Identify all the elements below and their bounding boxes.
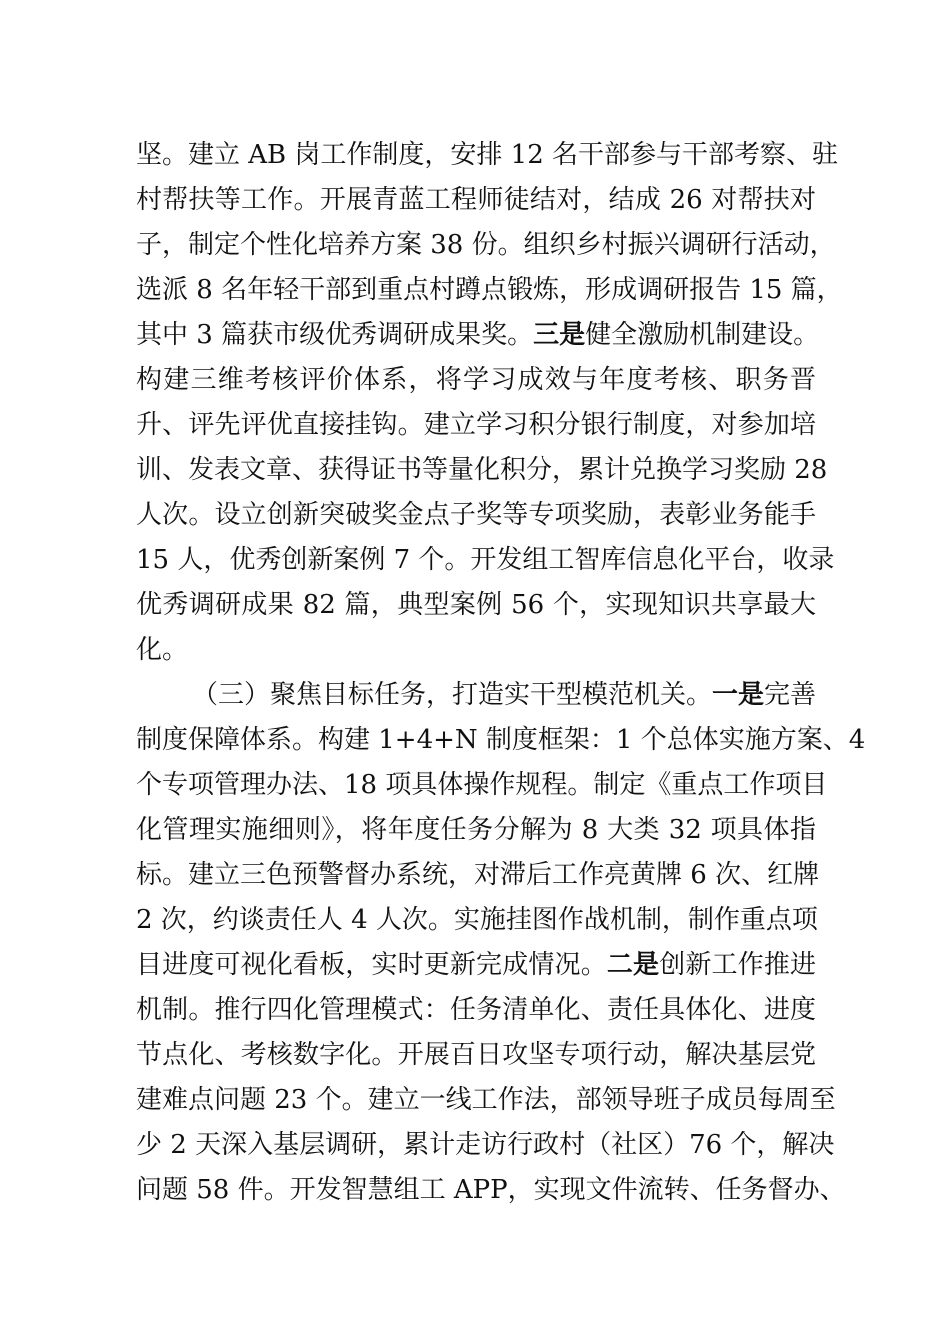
text-segment: 创新工作推进 (659, 950, 816, 980)
text-segment: 2 次，约谈责任人 4 人次。实施挂图作战机制，制作重点项 (136, 905, 818, 935)
text-segment: 选派 8 名年轻干部到重点村蹲点锻炼，形成调研报告 15 篇， (136, 275, 843, 305)
bold-lead-text: 三是 (533, 320, 586, 350)
text-segment: 优秀调研成果 82 篇，典型案例 56 个，实现知识共享最大 (136, 590, 816, 620)
text-segment: 目进度可视化看板，实时更新完成情况。 (136, 950, 607, 980)
bold-lead-text: 二是 (606, 950, 660, 980)
text-segment: 子，制定个性化培养方案 38 份。组织乡村振兴调研行活动， (136, 230, 836, 260)
text-segment: 少 2 天深入基层调研，累计走访行政村（社区）76 个，解决 (136, 1130, 835, 1160)
text-line (136, 133, 839, 178)
text-line (136, 1168, 846, 1213)
text-line (136, 358, 816, 403)
text-segment: 化管理实施细则》，将年度任务分解为 8 大类 32 项具体指 (136, 815, 816, 845)
text-segment: 节点化、考核数字化。开展百日攻坚专项行动，解决基层党 (136, 1040, 816, 1070)
text-line (136, 673, 816, 718)
text-segment: 15 人，优秀创新案例 7 个。开发组工智库信息化平台，收录 (136, 545, 835, 575)
text-line (136, 313, 820, 358)
text-segment: 建难点问题 23 个。建立一线工作法，部领导班子成员每周至 (136, 1085, 836, 1115)
text-line (136, 718, 866, 763)
text-segment: 人次。设立创新突破奖金点子奖等专项奖励，表彰业务能手 (136, 500, 816, 530)
text-line (136, 583, 816, 628)
text-line (136, 268, 843, 313)
text-segment: （三）聚焦目标任务，打造实干型模范机关。 (192, 680, 713, 710)
text-segment: 问题 58 件。开发智慧组工 APP，实现文件流转、任务督办、 (136, 1175, 846, 1205)
text-line (136, 988, 816, 1033)
text-segment: 构建三维考核评价体系，将学习成效与年度考核、职务晋 (136, 365, 816, 395)
bold-lead-text: 一是 (712, 680, 765, 710)
text-line (136, 178, 816, 223)
text-line (136, 1033, 816, 1078)
text-line (136, 808, 816, 853)
text-segment: 升、评先评优直接挂钩。建立学习积分银行制度，对参加培 (136, 410, 816, 440)
text-segment: 机制。推行四化管理模式：任务清单化、责任具体化、进度 (136, 995, 816, 1025)
text-line (136, 448, 828, 493)
text-segment: 健全激励机制建设。 (585, 320, 820, 350)
text-segment: 个专项管理办法、18 项具体操作规程。制定《重点工作项目 (136, 770, 828, 800)
text-line (136, 943, 816, 988)
text-line (136, 898, 816, 943)
text-line (136, 1078, 836, 1123)
text-line (136, 493, 816, 538)
text-segment: 其中 3 篇获市级优秀调研成果奖。 (136, 320, 534, 350)
text-line (136, 763, 828, 808)
text-segment: 化。 (136, 635, 189, 665)
text-line (136, 1123, 835, 1168)
text-line (136, 628, 816, 673)
text-segment: 完善 (764, 680, 817, 710)
text-line (136, 538, 835, 583)
text-line (136, 223, 836, 268)
text-segment: 村帮扶等工作。开展青蓝工程师徒结对，结成 26 对帮扶对 (136, 185, 816, 215)
document-body (136, 133, 866, 1213)
text-segment: 训、发表文章、获得证书等量化积分，累计兑换学习奖励 28 (136, 455, 828, 485)
text-segment: 标。建立三色预警督办系统，对滞后工作亮黄牌 6 次、红牌 (136, 860, 820, 890)
text-segment: 制度保障体系。构建 1+4+N 制度框架：1 个总体实施方案、4 (136, 725, 866, 755)
text-line (136, 853, 820, 898)
text-line (136, 403, 816, 448)
text-segment: 坚。建立 AB 岗工作制度，安排 12 名干部参与干部考察、驻 (136, 140, 839, 170)
